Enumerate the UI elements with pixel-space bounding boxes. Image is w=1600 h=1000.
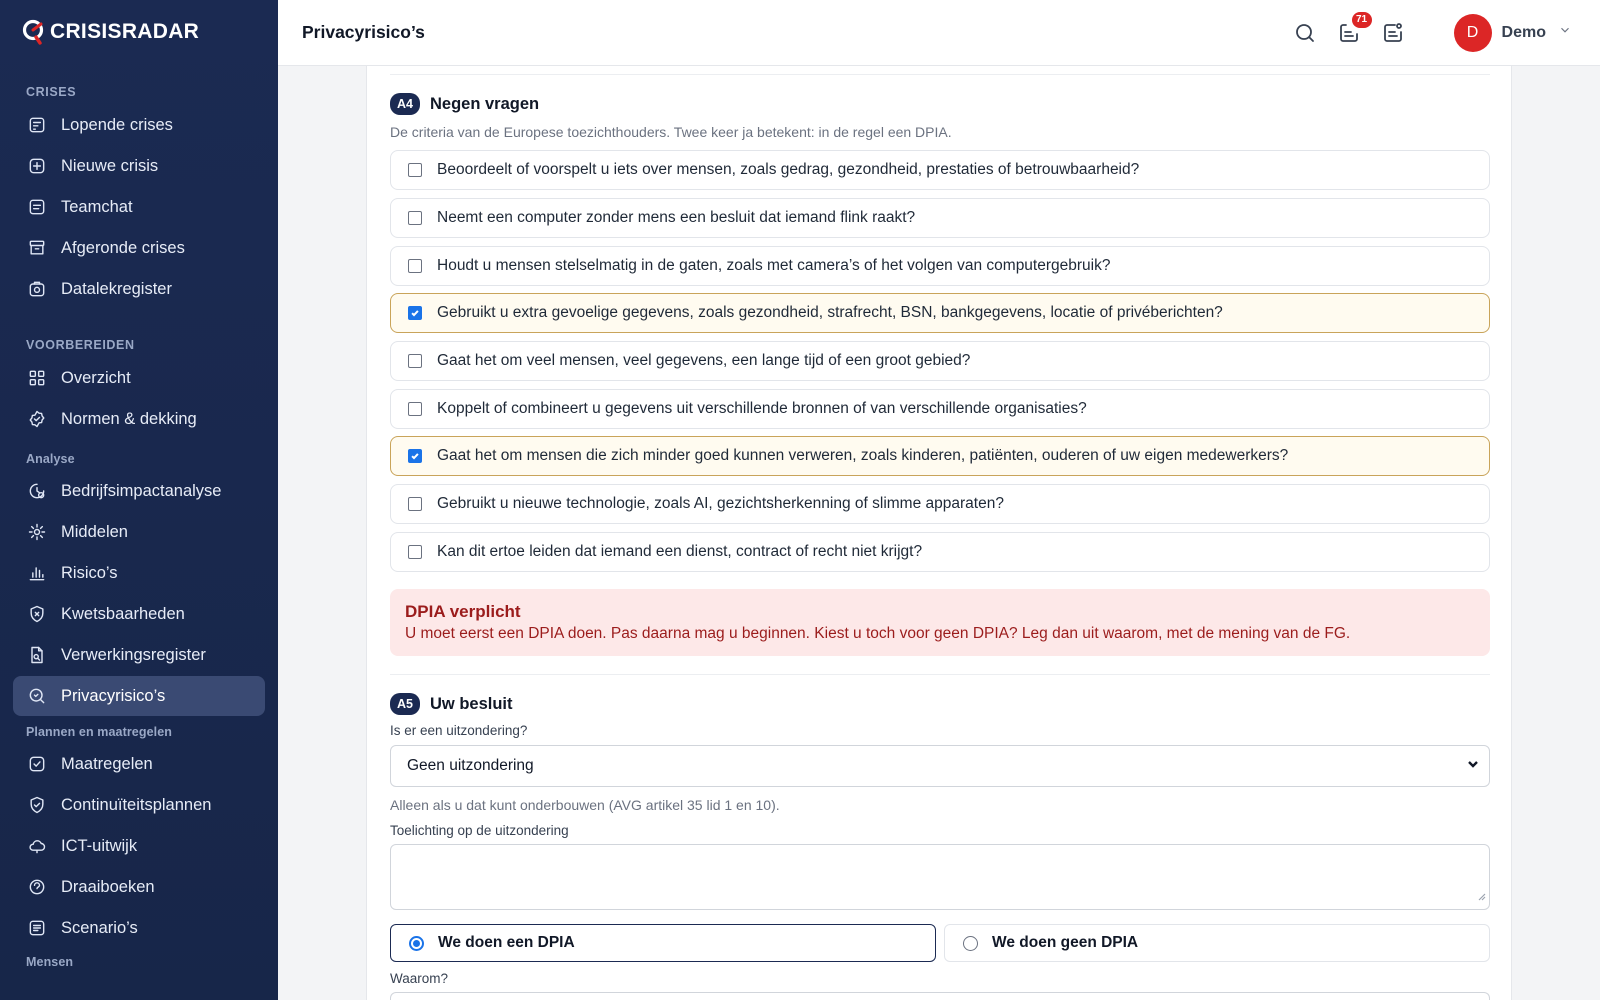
file-search-icon: [27, 645, 47, 665]
page-title: Privacyrisico’s: [302, 22, 425, 42]
logo[interactable]: [0, 0, 278, 64]
chevron-down-icon: [1558, 23, 1572, 42]
exception-hint: Alleen als u dat kunt onderbouwen (AVG artikel 35 lid 1 en 10).: [390, 797, 780, 813]
section-number-badge: A4: [390, 93, 420, 115]
impact-icon: [27, 481, 47, 501]
grid-icon: [27, 368, 47, 388]
sidebar-item-scenarios[interactable]: [13, 908, 265, 948]
sidebar: [0, 0, 278, 1000]
topbar-actions: [1276, 14, 1572, 52]
chat-alert-icon: [1381, 21, 1405, 45]
sidebar-item-verwerkingsregister[interactable]: [13, 635, 265, 675]
question-text: Gaat het om mensen die zich minder goed kunnen verweren, zoals kinderen, patiënten, ouderen of uw eigen medewerkers?: [437, 447, 1289, 464]
checkbox-checked[interactable]: [408, 306, 422, 320]
sidebar-item-label: Afgeronde crises: [61, 238, 185, 257]
section-a4-header: [390, 93, 1490, 140]
checkbox[interactable]: [408, 211, 422, 225]
notifications-button[interactable]: [1334, 13, 1368, 48]
question-text: Neemt een computer zonder mens een besluit dat iemand flink raakt?: [437, 209, 916, 226]
book-icon: [27, 877, 47, 897]
check-square-icon: [27, 754, 47, 774]
cloud-icon: [27, 836, 47, 856]
why-label: Waarom?: [390, 971, 449, 986]
explanation-textarea[interactable]: [390, 844, 1490, 910]
sidebar-item-label: Maatregelen: [61, 754, 153, 773]
radio[interactable]: [963, 936, 978, 951]
sidebar-item-label: Privacyrisico’s: [61, 686, 166, 705]
question-2[interactable]: [390, 198, 1490, 238]
question-4[interactable]: [390, 293, 1490, 333]
section-number-badge: A5: [390, 693, 420, 715]
sidebar-item-label: Normen & dekking: [61, 409, 197, 428]
section-divider: [390, 674, 1490, 675]
question-text: Kan dit ertoe leiden dat iemand een dienst, contract of recht niet krijgt?: [437, 543, 923, 560]
sidebar-item-label: Lopende crises: [61, 115, 173, 134]
sidebar-item-middelen[interactable]: [13, 512, 265, 552]
shield-check-icon: [27, 795, 47, 815]
search-icon: [1293, 21, 1317, 45]
topbar: [278, 0, 1600, 66]
sidebar-item-label: Teamchat: [61, 197, 133, 216]
question-text: Houdt u mensen stelselmatig in de gaten, zoals met camera’s of het volgen van computergebruik?: [437, 257, 1111, 274]
question-text: Gaat het om veel mensen, veel gegevens, een lange tijd of een groot gebied?: [437, 352, 971, 369]
option-no-dpia[interactable]: [944, 924, 1490, 962]
chevron-down-icon: [1467, 757, 1479, 775]
sidebar-item-bedrijfsimpactanalyse[interactable]: [13, 471, 265, 511]
checkbox[interactable]: [408, 497, 422, 511]
section-title: Uw besluit: [429, 694, 513, 713]
sidebar-item-label: Bedrijfsimpactanalyse: [61, 481, 222, 500]
sidebar-item-afgeronde-crises[interactable]: [13, 228, 265, 268]
sidebar-item-label: Draaiboeken: [61, 877, 155, 896]
alert-body: U moet eerst een DPIA doen. Pas daarna mag u beginnen. Kiest u toch voor geen DPIA? Leg dan uit waarom, met de mening van de FG.: [405, 625, 1351, 642]
shield-x-icon: [27, 604, 47, 624]
list-icon: [27, 115, 47, 135]
radar-logo-icon: [22, 19, 46, 45]
resize-handle-icon[interactable]: [1476, 888, 1486, 906]
question-text: Gebruikt u extra gevoelige gegevens, zoals gezondheid, strafrecht, BSN, bankgegevens, locatie of privéberichten?: [437, 304, 1223, 321]
section-title-analyse: Analyse: [26, 452, 75, 466]
section-subtitle: De criteria van de Europese toezichthouders. Twee keer ja betekent: in de regel een DPIA.: [390, 124, 952, 140]
option-label: We doen geen DPIA: [992, 934, 1139, 951]
question-9[interactable]: [390, 532, 1490, 572]
checkbox[interactable]: [408, 545, 422, 559]
section-title-voorbereiden: VOORBEREIDEN: [26, 338, 135, 352]
sidebar-item-label: Overzicht: [61, 368, 131, 387]
sidebar-item-label: Middelen: [61, 522, 128, 541]
notification-count-badge: 71: [1352, 12, 1372, 28]
question-8[interactable]: [390, 484, 1490, 524]
why-textarea[interactable]: [390, 992, 1490, 1000]
sidebar-item-kwetsbaarheden[interactable]: [13, 594, 265, 634]
checkbox[interactable]: [408, 259, 422, 273]
checkbox[interactable]: [408, 163, 422, 177]
sidebar-item-lopende-crises[interactable]: [13, 105, 265, 145]
sidebar-item-ict-uitwijk[interactable]: [13, 826, 265, 866]
brand-name: CRISISRADAR: [50, 20, 200, 43]
section-title: Negen vragen: [429, 94, 540, 113]
user-menu[interactable]: [1454, 14, 1572, 52]
section-title-plannen: Plannen en maatregelen: [26, 725, 172, 739]
scenario-icon: [27, 918, 47, 938]
section-a5-header: [390, 693, 1490, 715]
question-text: Gebruikt u nieuwe technologie, zoals AI, gezichtsherkenning of slimme apparaten?: [437, 495, 1004, 512]
question-5[interactable]: [390, 341, 1490, 381]
checkbox[interactable]: [408, 402, 422, 416]
check-icon: [410, 308, 420, 318]
resources-icon: [27, 522, 47, 542]
sidebar-item-label: Risico’s: [61, 563, 118, 582]
sidebar-item-continuiteitsplannen[interactable]: [13, 785, 265, 825]
question-text: Beoordeelt of voorspelt u iets over mensen, zoals gedrag, gezondheid, prestaties of betrouwbaarheid?: [437, 161, 1140, 178]
exception-select[interactable]: [390, 745, 1490, 787]
alert-title: DPIA verplicht: [405, 602, 521, 621]
sidebar-item-draaiboeken[interactable]: [13, 867, 265, 907]
sidebar-item-nieuwe-crisis[interactable]: [13, 146, 265, 186]
question-text: Koppelt of combineert u gegevens uit verschillende bronnen of van verschillende organisaties?: [437, 400, 1087, 417]
sidebar-item-teamchat[interactable]: [13, 187, 265, 227]
checkbox-checked[interactable]: [408, 449, 422, 463]
privacy-search-icon: [27, 686, 47, 706]
exception-label: Is er een uitzondering?: [390, 723, 528, 738]
question-1[interactable]: [390, 150, 1490, 190]
sidebar-item-label: Scenario’s: [61, 918, 138, 937]
messages-button[interactable]: [1378, 18, 1408, 48]
section-title-mensen: Mensen: [26, 955, 74, 969]
chat-icon: [27, 197, 47, 217]
question-7[interactable]: [390, 436, 1490, 476]
sidebar-item-maatregelen[interactable]: [13, 744, 265, 784]
archive-icon: [27, 238, 47, 258]
option-label: We doen een DPIA: [438, 934, 575, 951]
sidebar-item-label: Kwetsbaarheden: [61, 604, 185, 623]
content-card: [366, 66, 1512, 1000]
sidebar-item-label: Nieuwe crisis: [61, 156, 159, 175]
avatar: D: [1454, 14, 1492, 52]
explanation-label: Toelichting op de uitzondering: [390, 823, 569, 838]
plus-icon: [27, 156, 47, 176]
check-icon: [410, 451, 420, 461]
section-divider: [390, 74, 1490, 75]
question-6[interactable]: [390, 389, 1490, 429]
user-name: Demo: [1501, 23, 1546, 41]
sidebar-item-datalekregister[interactable]: [13, 269, 265, 309]
question-3[interactable]: [390, 246, 1490, 286]
checkbox[interactable]: [408, 354, 422, 368]
option-do-dpia[interactable]: [390, 924, 936, 962]
sidebar-item-label: Continuïteitsplannen: [61, 795, 212, 814]
badge-check-icon: [27, 409, 47, 429]
sidebar-item-label: Datalekregister: [61, 279, 172, 298]
sidebar-item-label: ICT-uitwijk: [61, 836, 138, 855]
exception-select-value: Geen uitzondering: [407, 757, 534, 774]
section-title-crises: CRISES: [26, 85, 77, 99]
sidebar-item-label: Verwerkingsregister: [61, 645, 206, 664]
dpia-required-alert: [390, 589, 1490, 656]
sidebar-item-risicos[interactable]: [13, 553, 265, 593]
search-button[interactable]: [1290, 18, 1320, 48]
sidebar-item-normen-dekking[interactable]: [13, 399, 265, 439]
bar-chart-icon: [27, 563, 47, 583]
data-leak-icon: [27, 279, 47, 299]
radio-selected[interactable]: [409, 936, 424, 951]
sidebar-item-overzicht[interactable]: [13, 358, 265, 398]
sidebar-item-privacyrisicos[interactable]: [13, 676, 265, 716]
